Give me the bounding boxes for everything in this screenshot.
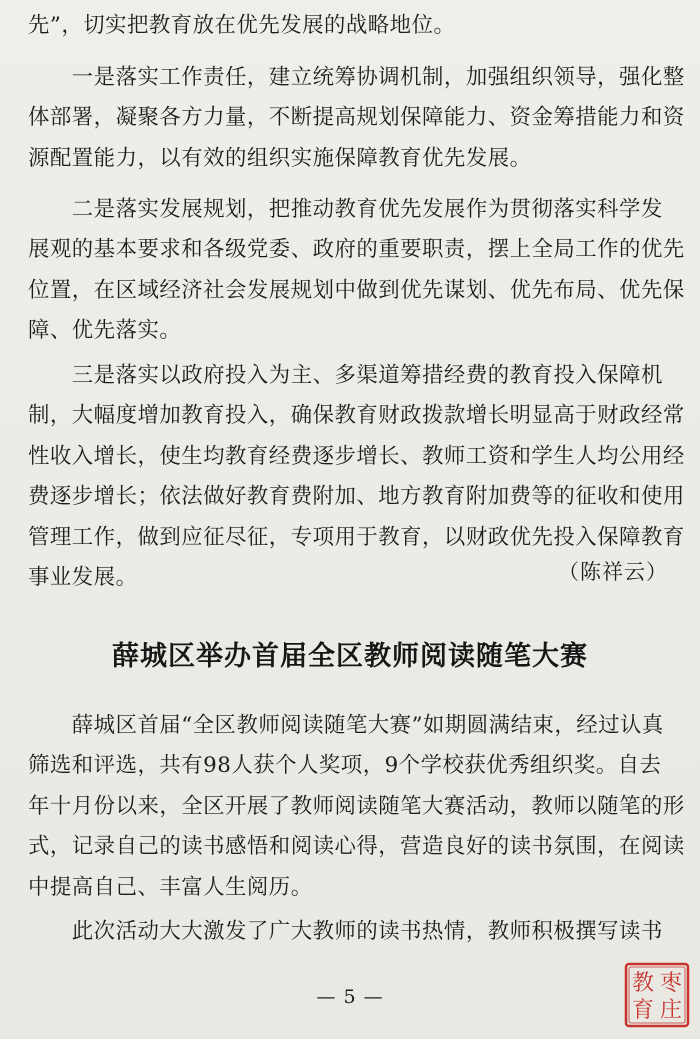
author-credit: （陈祥云）	[558, 560, 668, 584]
text-line: 三是落实以政府投入为主、多渠道筹措经费的教育投入保障机	[28, 363, 663, 388]
text-line: 筛选和评选，共有98人获个人奖项，9个学校获优秀组织奖。自去	[28, 753, 662, 779]
text-line: 性收入增长，使生均教育经费逐步增长、教师工资和学生人均公用经	[28, 443, 685, 469]
text-line: 年十月份以来，全区开展了教师阅读随笔大赛活动，教师以随笔的形	[28, 793, 685, 819]
text-line: 二是落实发展规划，把推动教育优先发展作为贯彻落实科学发	[28, 197, 663, 222]
paragraph-planning	[28, 190, 685, 352]
paragraph-responsibility	[28, 58, 685, 179]
text-line: 式，记录自己的读书感悟和阅读心得，营造良好的读书氛围，在阅读	[28, 834, 685, 860]
text-line: 费逐步增长；依法做好教育费附加、地方教育附加费等的征收和使用	[28, 484, 685, 510]
text-line: 中提高自己、丰富人生阅历。	[28, 874, 313, 900]
text-line: 管理工作，做到应征尽征，专项用于教育，以财政优先投入保障教育	[28, 524, 685, 550]
paragraph-impact	[28, 912, 678, 952]
text-line: 事业发展。	[28, 565, 138, 591]
page-number: — 5 —	[316, 986, 384, 1008]
text-line: 此次活动大大激发了广大教师的读书热情，教师积极撰写读书	[28, 919, 663, 944]
seal-char-jiao: 教	[631, 971, 655, 996]
seal-char-zhuang: 庄	[659, 998, 683, 1023]
article-headline: 薛城区举办首届全区教师阅读随笔大赛	[112, 641, 588, 672]
seal-char-yu: 育	[631, 998, 655, 1023]
paragraph-contest	[28, 706, 685, 908]
paragraph-intro-tail	[28, 6, 678, 46]
text-line: 源配置能力，以有效的组织实施保障教育优先发展。	[28, 145, 532, 171]
text-line: 制，大幅度增加教育投入，确保教育财政拨款增长明显高于财政经常	[28, 403, 685, 429]
seal-char-zao: 枣	[659, 971, 683, 996]
text-line: 障、优先落实。	[28, 318, 182, 344]
text-line: 体部署，凝聚各方力量，不断提高规划保障能力、资金筹措能力和资	[28, 105, 685, 131]
seal-stamp-icon	[624, 962, 690, 1028]
text-line: 位置，在区域经济社会发展规划中做到优先谋划、优先布局、优先保	[28, 277, 685, 303]
text-line: 先”，切实把教育放在优先发展的战略地位。	[28, 13, 456, 38]
text-line: 一是落实工作责任，建立统筹协调机制，加强组织领导，强化整	[28, 65, 685, 90]
text-line: 展观的基本要求和各级党委、政府的重要职责，摆上全局工作的优先	[28, 237, 685, 263]
text-line: 薛城区首届“全区教师阅读随笔大赛”如期圆满结束，经过认真	[28, 713, 664, 738]
